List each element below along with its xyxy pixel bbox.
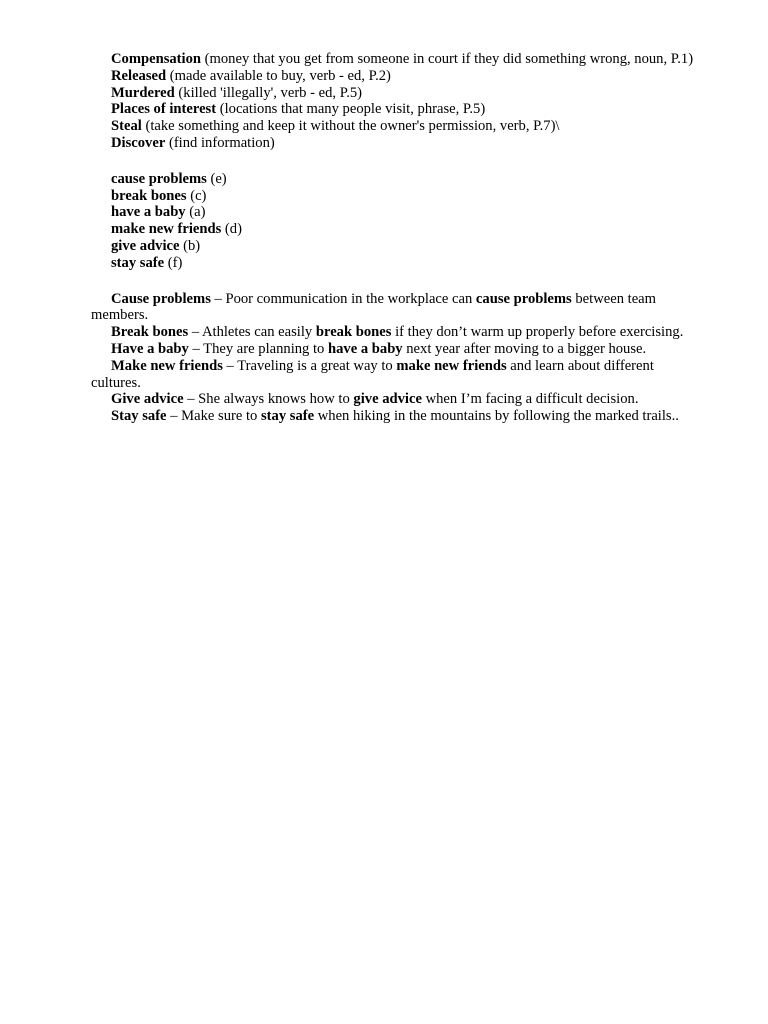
example-highlight: give advice bbox=[353, 391, 422, 408]
example-highlight: make new friends bbox=[396, 357, 507, 374]
example-text: when I’m facing a difficult decision. bbox=[421, 391, 639, 408]
example-term: Stay safe bbox=[111, 408, 167, 425]
vocabulary-item bbox=[91, 118, 703, 135]
example-highlight: stay safe bbox=[260, 408, 315, 425]
example-text: when hiking in the mountains by following the marked trails.. bbox=[314, 408, 679, 425]
example-term: Have a baby bbox=[111, 340, 189, 357]
example-term: Break bones bbox=[111, 324, 189, 341]
example-term: Make new friends bbox=[111, 357, 223, 374]
vocabulary-section bbox=[91, 51, 703, 152]
example-sentence bbox=[91, 391, 703, 408]
examples-section bbox=[91, 291, 703, 425]
collocation-item bbox=[91, 255, 703, 272]
example-highlight: cause problems bbox=[475, 290, 572, 307]
example-highlight: break bones bbox=[315, 324, 392, 341]
vocabulary-definition: (killed 'illegally', verb - ed, P.5) bbox=[174, 84, 363, 101]
collocation-phrase: cause problems bbox=[111, 170, 207, 187]
vocabulary-definition: (made available to buy, verb - ed, P.2) bbox=[166, 67, 391, 84]
collocation-answer: (d) bbox=[221, 221, 242, 238]
collocation-answer: (e) bbox=[206, 170, 227, 187]
collocation-phrase: stay safe bbox=[111, 254, 165, 271]
vocabulary-item bbox=[91, 101, 703, 118]
vocabulary-term: Places of interest bbox=[111, 101, 217, 118]
vocabulary-definition: (locations that many people visit, phrase, P.5) bbox=[216, 101, 486, 118]
collocation-item bbox=[91, 238, 703, 255]
example-highlight: have a baby bbox=[328, 340, 403, 357]
collocation-item bbox=[91, 171, 703, 188]
collocation-phrase: make new friends bbox=[111, 221, 222, 238]
spacer bbox=[91, 272, 703, 291]
example-text: – Traveling is a great way to bbox=[222, 357, 397, 374]
example-text: – They are planning to bbox=[188, 340, 328, 357]
vocabulary-term: Compensation bbox=[111, 51, 202, 67]
example-text: between team members. bbox=[91, 290, 657, 324]
collocation-item bbox=[91, 204, 703, 221]
vocabulary-item bbox=[91, 68, 703, 85]
vocabulary-term: Steal bbox=[111, 118, 142, 135]
collocation-phrase: have a baby bbox=[111, 204, 186, 221]
example-sentence bbox=[91, 291, 703, 325]
vocabulary-definition: (money that you get from someone in court if they did something wrong, noun, P.1) bbox=[201, 51, 694, 67]
example-text: and learn about different cultures. bbox=[91, 357, 654, 391]
collocation-item bbox=[91, 188, 703, 205]
example-text: – She always knows how to bbox=[183, 391, 354, 408]
example-text: if they don’t warm up properly before exercising. bbox=[391, 324, 684, 341]
collocations-section bbox=[91, 171, 703, 272]
document-page bbox=[91, 51, 703, 425]
example-sentence bbox=[91, 358, 703, 392]
vocabulary-term: Released bbox=[111, 67, 167, 84]
collocation-answer: (c) bbox=[186, 187, 207, 204]
collocation-phrase: give advice bbox=[111, 237, 180, 254]
example-term: Give advice bbox=[111, 391, 184, 408]
example-text: – Poor communication in the workplace can bbox=[210, 290, 476, 307]
vocabulary-item bbox=[91, 85, 703, 102]
example-sentence bbox=[91, 341, 703, 358]
example-sentence bbox=[91, 408, 703, 425]
collocation-item bbox=[91, 221, 703, 238]
example-sentence bbox=[91, 324, 703, 341]
example-text: – Athletes can easily bbox=[188, 324, 316, 341]
collocation-phrase: break bones bbox=[111, 187, 187, 204]
vocabulary-term: Discover bbox=[111, 134, 166, 151]
example-text: – Make sure to bbox=[166, 408, 261, 425]
vocabulary-definition: (take something and keep it without the owner's permission, verb, P.7)\ bbox=[141, 118, 560, 135]
collocation-answer: (f) bbox=[164, 254, 183, 271]
collocation-answer: (b) bbox=[179, 237, 201, 254]
vocabulary-term: Murdered bbox=[111, 84, 175, 101]
vocabulary-item bbox=[91, 135, 703, 152]
spacer bbox=[91, 152, 703, 171]
example-term: Cause problems bbox=[111, 290, 211, 307]
example-text: next year after moving to a bigger house. bbox=[402, 340, 647, 357]
vocabulary-item bbox=[91, 51, 703, 68]
vocabulary-definition: (find information) bbox=[165, 134, 275, 151]
collocation-answer: (a) bbox=[185, 204, 206, 221]
